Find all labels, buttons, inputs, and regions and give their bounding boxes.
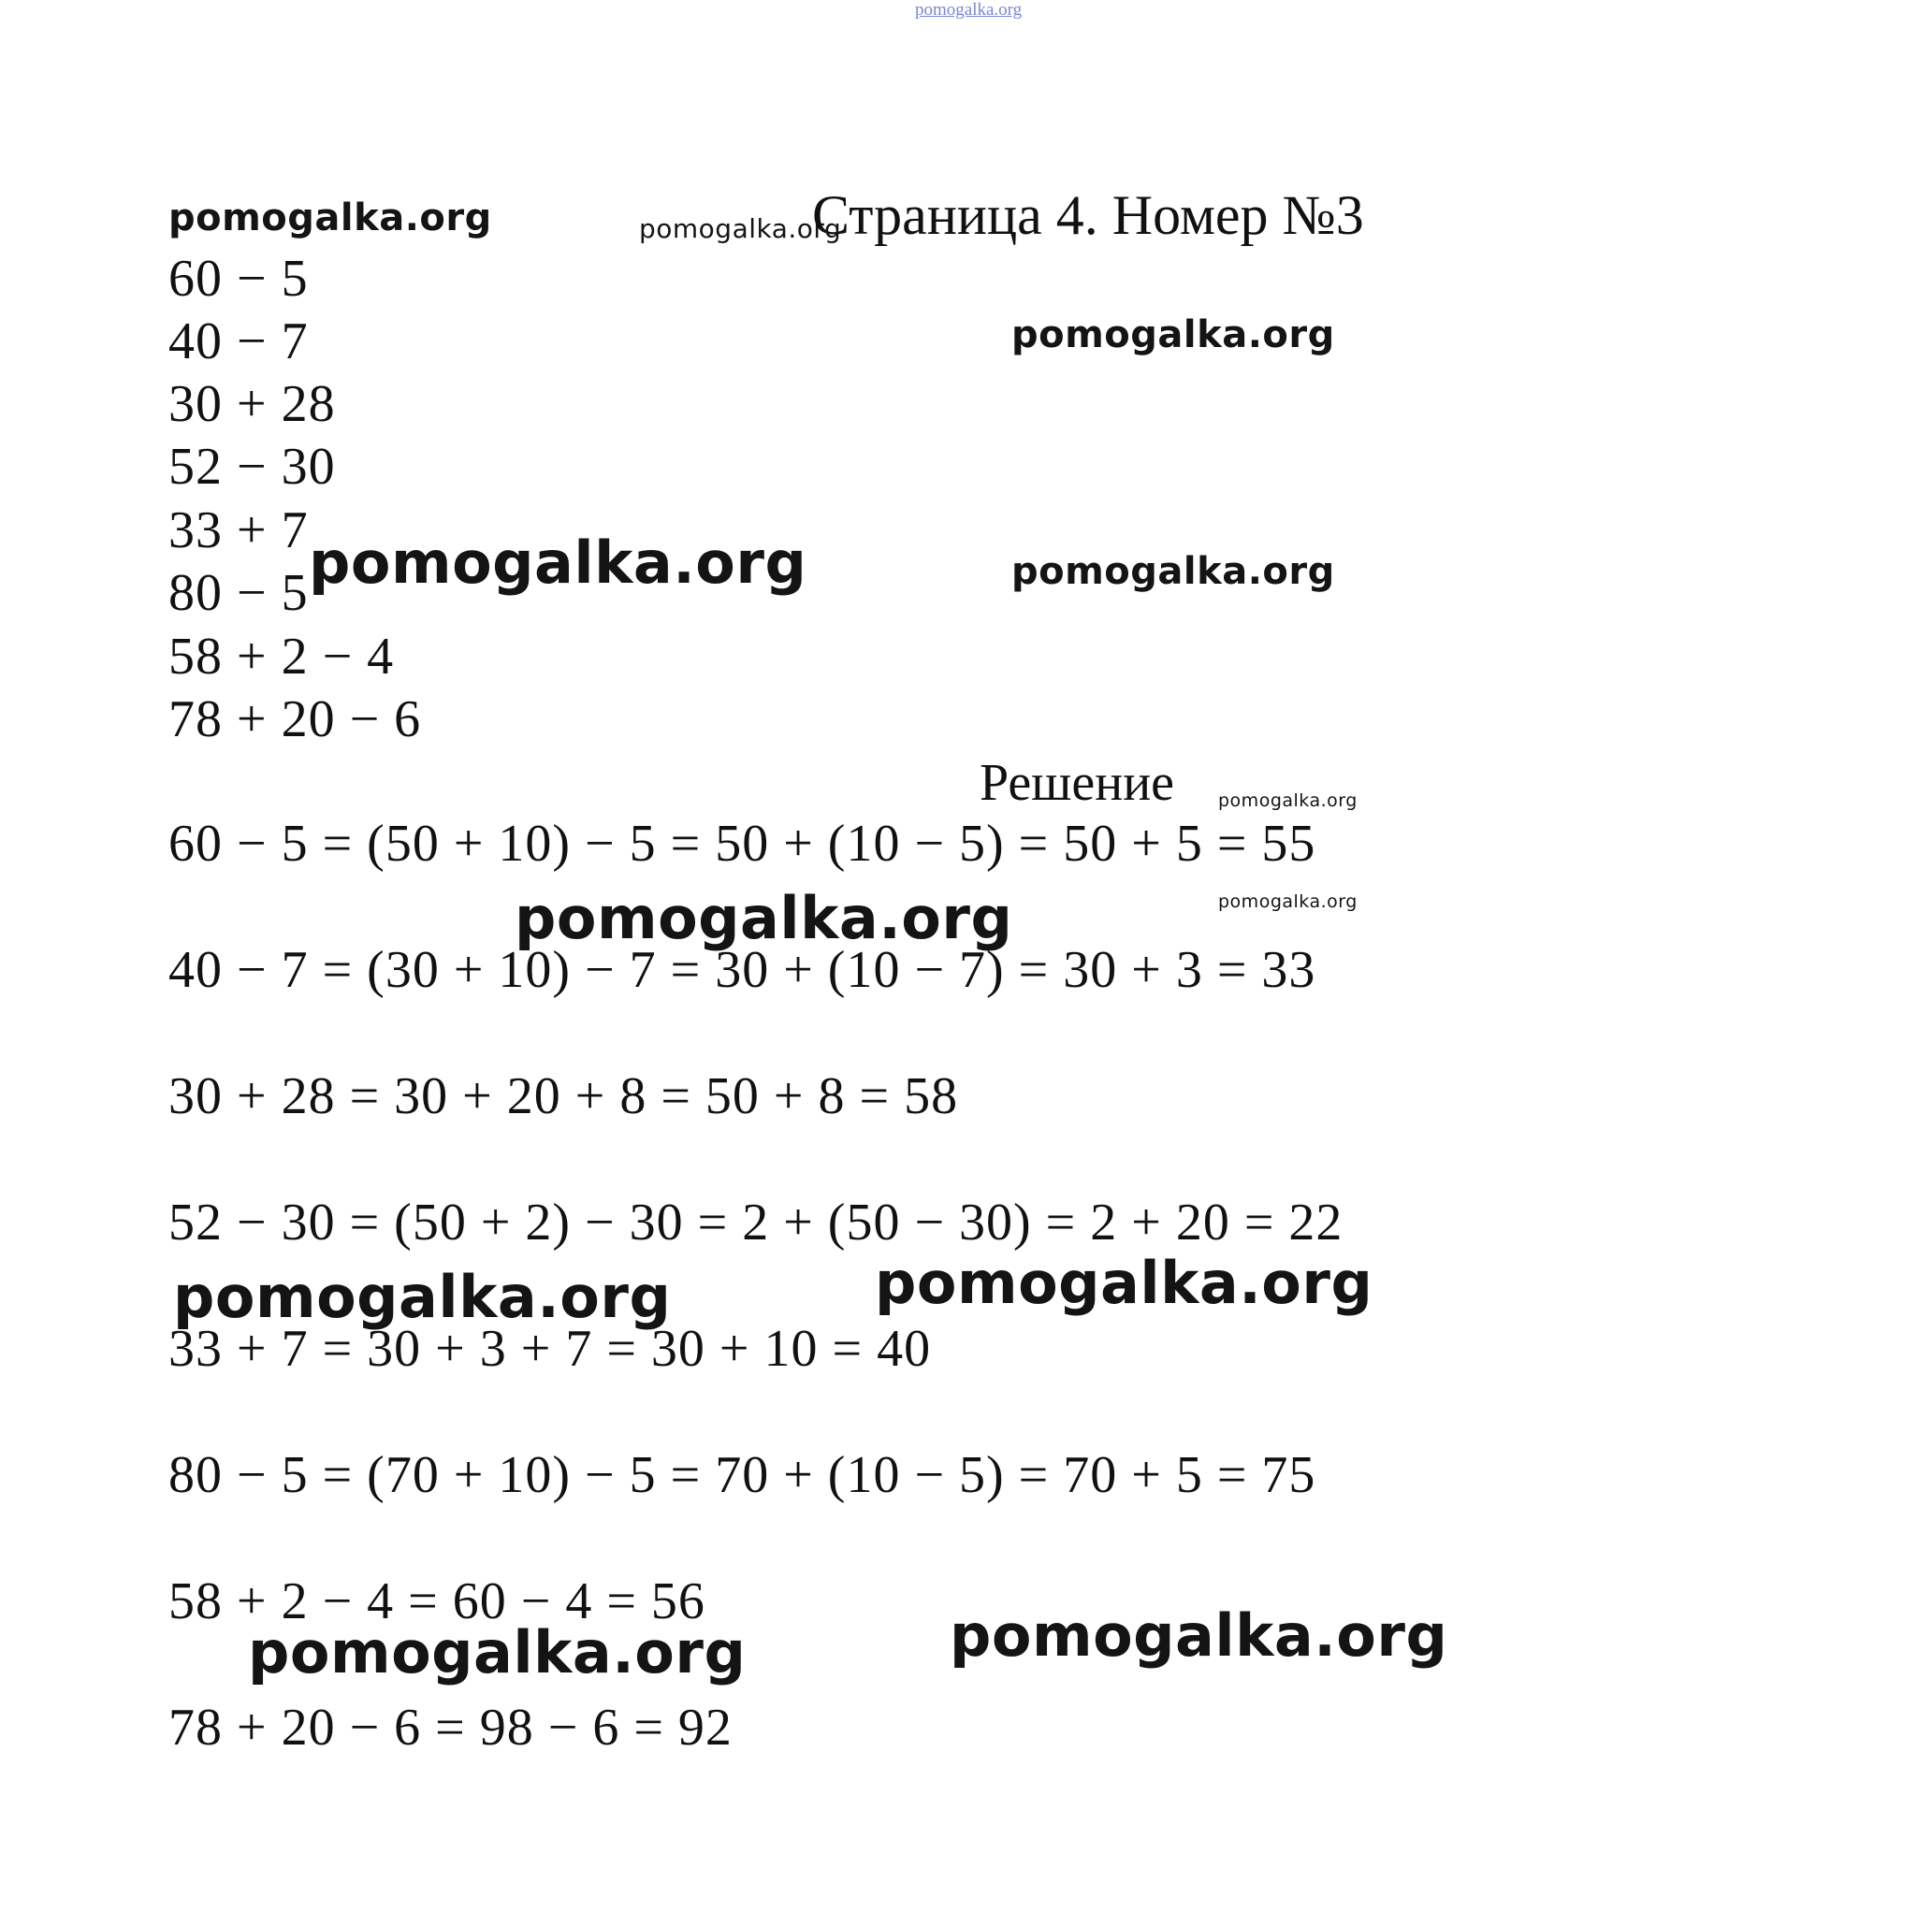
- problem-5: 33 + 7: [168, 501, 309, 559]
- solution-4: 52 − 30 = (50 + 2) − 30 = 2 + (50 − 30) = 2 + 20 = 22: [168, 1194, 1344, 1252]
- watermark: pomogalka.org: [248, 1618, 747, 1687]
- page-title: Страница 4. Номер №3: [812, 184, 1364, 246]
- watermark: pomogalka.org: [1011, 550, 1335, 593]
- solution-6: 80 − 5 = (70 + 10) − 5 = 70 + (10 − 5) = 70 + 5 = 75: [168, 1446, 1316, 1504]
- problem-7: 58 + 2 − 4: [168, 628, 395, 686]
- watermark: pomogalka.org: [168, 196, 492, 239]
- top-watermark-link[interactable]: pomogalka.org: [915, 0, 1023, 20]
- watermark: pomogalka.org: [309, 528, 807, 597]
- problem-2: 40 − 7: [168, 312, 309, 370]
- watermark: pomogalka.org: [950, 1601, 1448, 1670]
- solution-7: 58 + 2 − 4 = 60 − 4 = 56: [168, 1572, 705, 1630]
- solution-5: 33 + 7 = 30 + 3 + 7 = 30 + 10 = 40: [168, 1320, 932, 1378]
- problem-8: 78 + 20 − 6: [168, 690, 422, 748]
- watermark: pomogalka.org: [173, 1263, 672, 1331]
- watermark: pomogalka.org: [1218, 891, 1358, 912]
- watermark: pomogalka.org: [639, 213, 842, 244]
- solution-heading: Решение: [980, 754, 1175, 812]
- watermark: pomogalka.org: [515, 884, 1013, 952]
- problem-6: 80 − 5: [168, 564, 309, 622]
- solution-2: 40 − 7 = (30 + 10) − 7 = 30 + (10 − 7) = 30 + 3 = 33: [168, 941, 1316, 999]
- solution-3: 30 + 28 = 30 + 20 + 8 = 50 + 8 = 58: [168, 1067, 959, 1125]
- watermark: pomogalka.org: [875, 1249, 1373, 1317]
- watermark: pomogalka.org: [1011, 313, 1335, 356]
- problem-4: 52 − 30: [168, 438, 336, 496]
- problem-3: 30 + 28: [168, 375, 336, 433]
- solution-1: 60 − 5 = (50 + 10) − 5 = 50 + (10 − 5) = 50 + 5 = 55: [168, 815, 1316, 873]
- problem-1: 60 − 5: [168, 250, 309, 308]
- watermark: pomogalka.org: [1218, 790, 1358, 811]
- solution-8: 78 + 20 − 6 = 98 − 6 = 92: [168, 1699, 733, 1757]
